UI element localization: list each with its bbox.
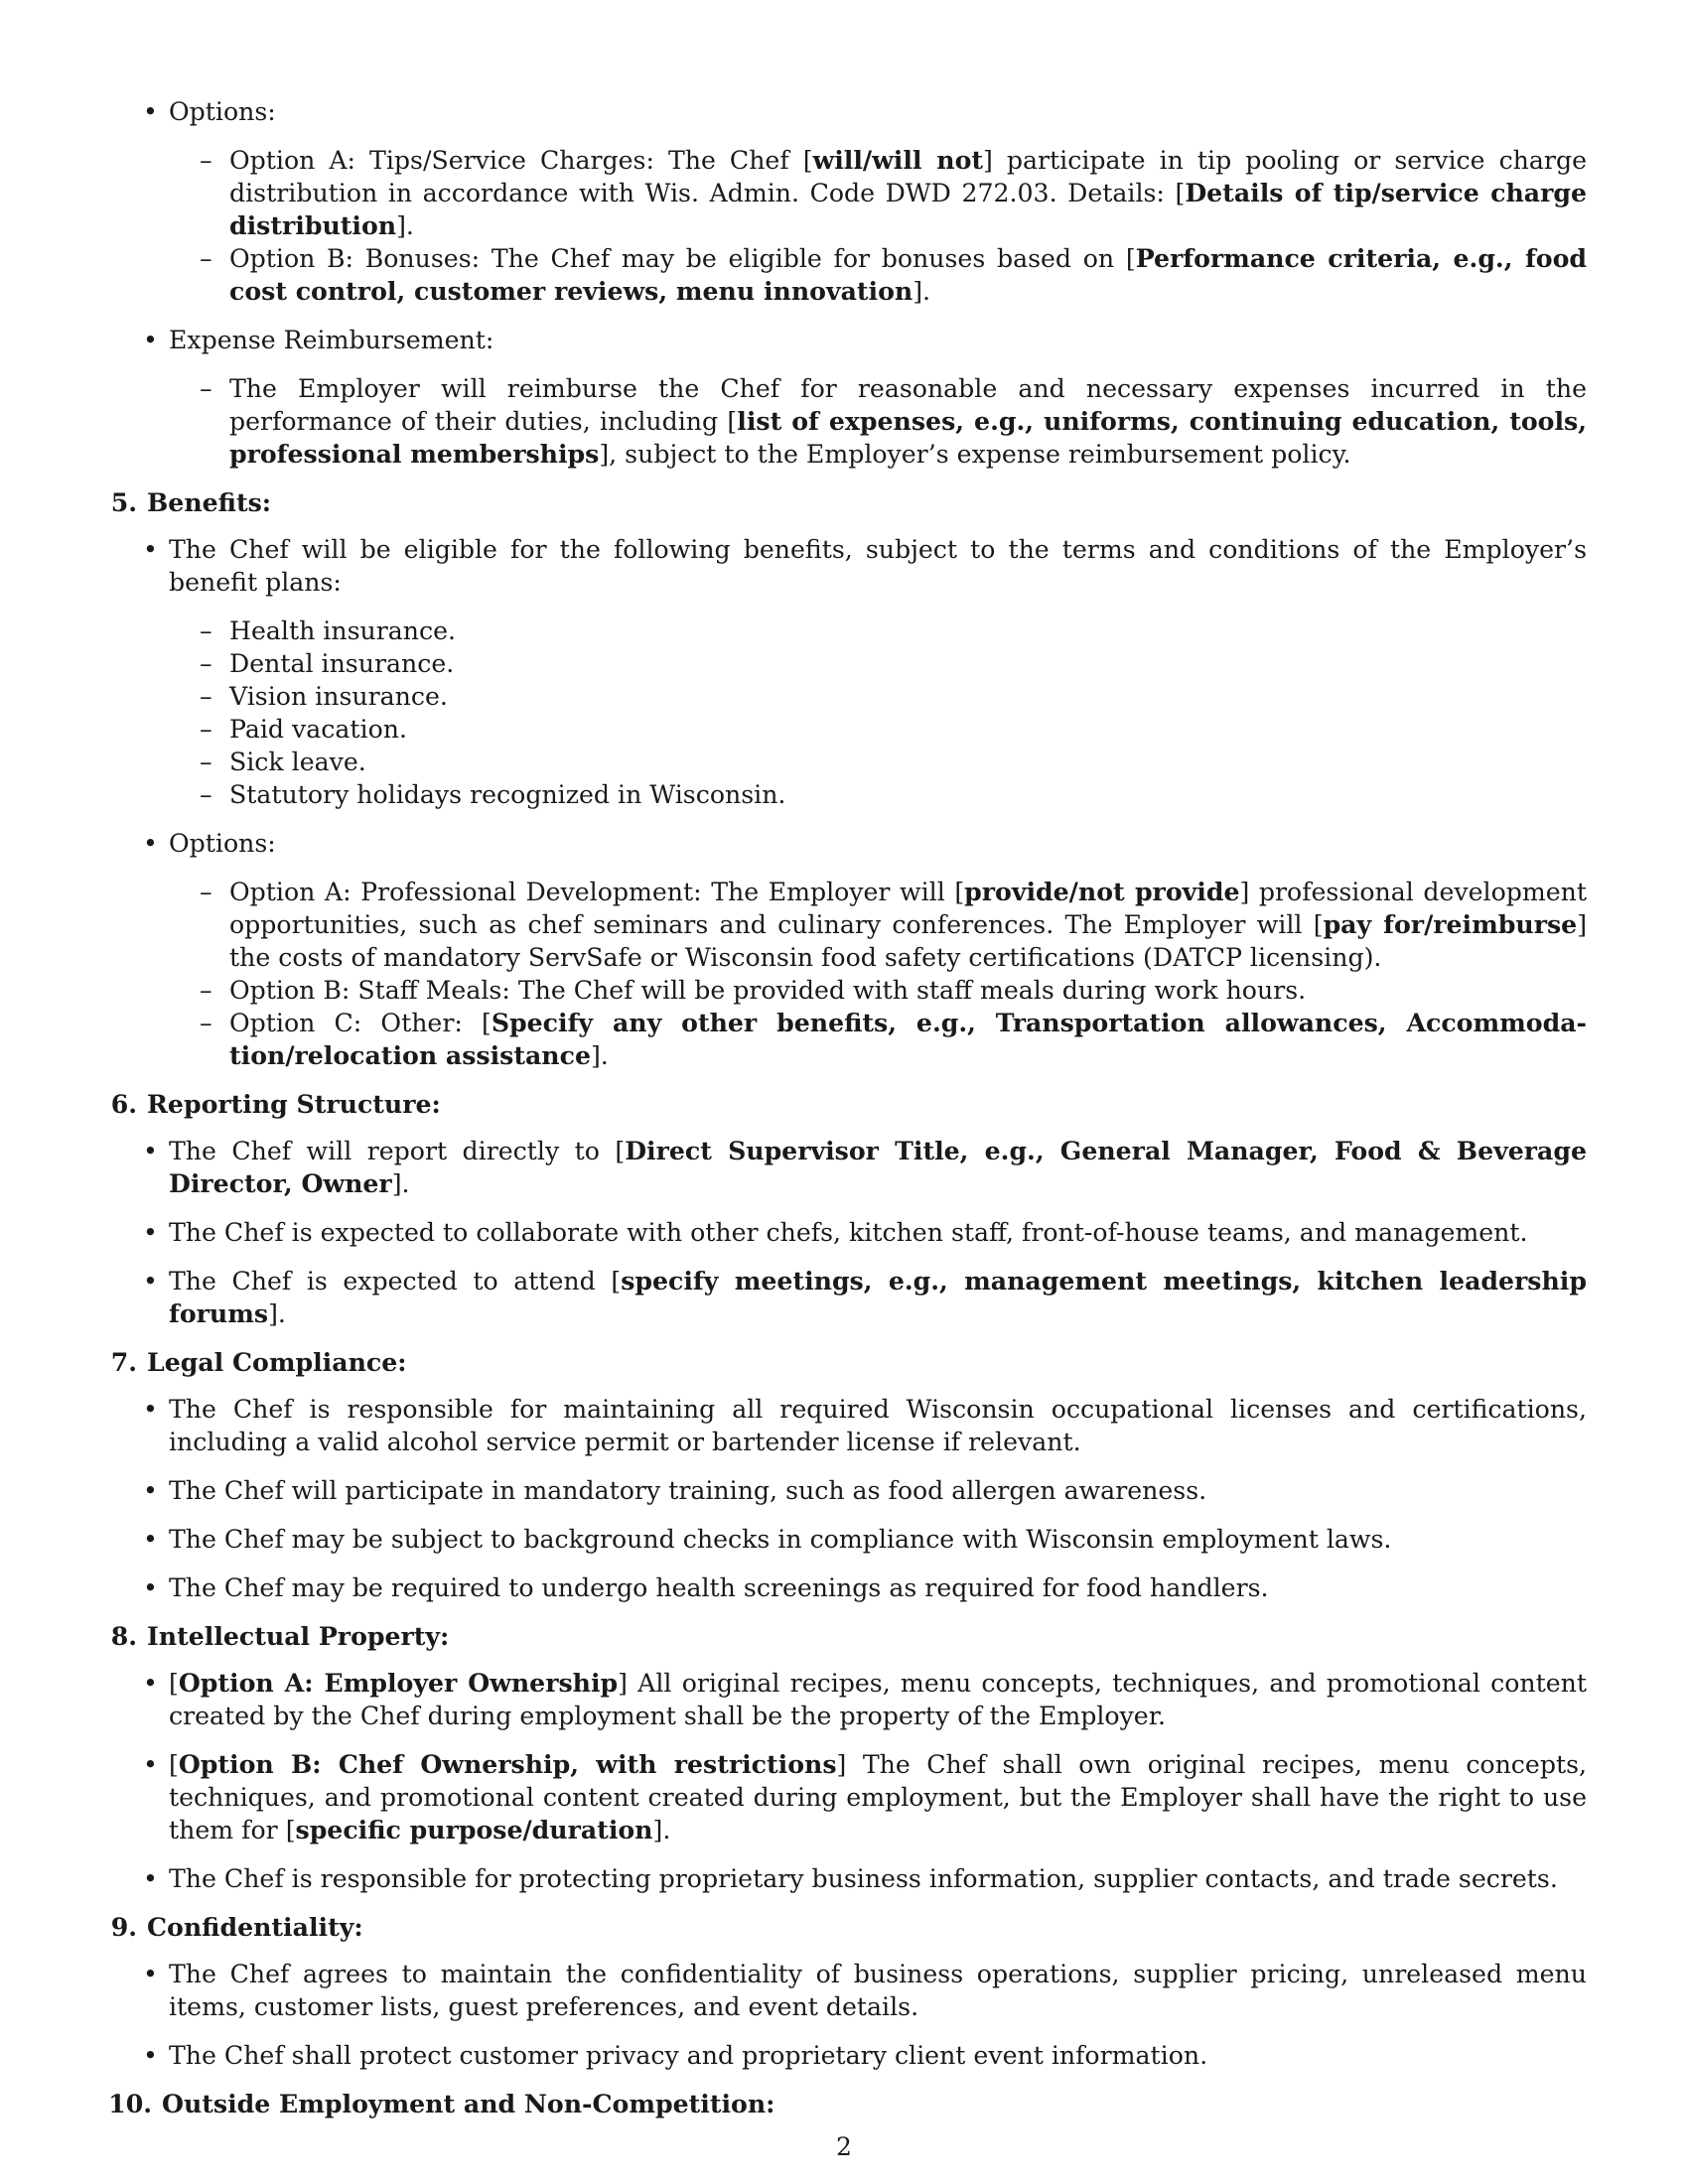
text-run: [ bbox=[1125, 244, 1136, 273]
text-run: Statutory holidays recognized in Wisconsin. bbox=[229, 780, 786, 809]
text-run: The Chef agrees to maintain the confidentiality of business operations, supplier pricing, unreleased menu items, customer lists, guest preferences, and event details. bbox=[169, 1960, 1587, 2021]
text-run: The Chef will report directly to bbox=[169, 1137, 616, 1165]
bold-placeholder: Option A: Employer Ownership bbox=[178, 1668, 619, 1698]
section-heading bbox=[97, 1346, 1587, 1379]
bullet-list bbox=[97, 1667, 1587, 1895]
text-run: ]. bbox=[913, 277, 931, 306]
text-run: ]. bbox=[268, 1299, 286, 1328]
text-run: The Chef will be eligible for the following benefits, subject to the terms and conditions of the Employer’s benefit plans: bbox=[169, 535, 1587, 597]
bullet-item bbox=[169, 1958, 1587, 2023]
section-title: Outside Employment and Non-Competition: bbox=[162, 2089, 775, 2118]
text-run: ]. bbox=[396, 211, 414, 240]
bullet-item bbox=[169, 1474, 1587, 1507]
text-run: ], subject to the Employer’s expense reimbursement policy. bbox=[599, 440, 1351, 469]
text-run: The Employer will reimburse the Chef for reasonable and necessary expenses incurred in the performance of their duties, including bbox=[229, 374, 1587, 436]
text-run: [ bbox=[802, 146, 813, 175]
text-run: [ bbox=[169, 1750, 179, 1779]
bullet-item bbox=[169, 1571, 1587, 1604]
bullet-item bbox=[169, 1393, 1587, 1458]
section bbox=[97, 2088, 1587, 2120]
section-title: Reporting Structure: bbox=[147, 1089, 441, 1119]
section-heading bbox=[97, 2088, 1587, 2120]
sub-item bbox=[229, 647, 1587, 680]
text-run: [ bbox=[615, 1137, 626, 1165]
sub-list bbox=[169, 614, 1587, 811]
text-run: Paid vacation. bbox=[229, 715, 407, 744]
sub-item bbox=[229, 746, 1587, 778]
section-number: 9. bbox=[110, 1912, 137, 1942]
bold-placeholder: pay for/reimburse bbox=[1323, 909, 1578, 939]
section-heading bbox=[97, 1911, 1587, 1944]
bullet-item bbox=[169, 1216, 1587, 1249]
section-heading bbox=[97, 1088, 1587, 1121]
text-run: The Chef may be required to undergo health screenings as required for food handlers. bbox=[169, 1573, 1269, 1602]
text-run: [ bbox=[727, 407, 738, 436]
text-run: [ bbox=[954, 878, 965, 906]
text-run: The Chef shall protect customer privacy and proprietary client event information. bbox=[169, 2041, 1208, 2070]
bold-placeholder: specify meetings, e.g., management meetings, kitchen leadership forums bbox=[169, 1266, 1587, 1328]
expense-sublist bbox=[169, 372, 1587, 471]
text-run: The Chef is responsible for maintaining all required Wisconsin occupational licenses and certifications, including a valid alcohol service permit or bartender license if relevant. bbox=[169, 1395, 1587, 1456]
sub-list bbox=[169, 876, 1587, 1072]
text-run: Option C: Other: bbox=[229, 1009, 483, 1037]
section-title: Legal Compliance: bbox=[147, 1347, 407, 1377]
text-run: The Chef is responsible for protecting proprietary business information, supplier contacts, and trade secrets. bbox=[169, 1864, 1558, 1893]
section bbox=[97, 1620, 1587, 1895]
text-run: ]. bbox=[652, 1816, 671, 1844]
options-bullet bbox=[169, 95, 1587, 308]
sub-item bbox=[229, 680, 1587, 713]
section-number: 5. bbox=[110, 487, 137, 517]
bold-placeholder: Option B: Chef Ownership, with restrictions bbox=[178, 1749, 837, 1779]
list-item bbox=[229, 372, 1587, 471]
section bbox=[97, 1088, 1587, 1330]
section-number: 7. bbox=[110, 1347, 137, 1377]
text-run: [ bbox=[1175, 179, 1186, 207]
text-run: ] the costs of mandatory ServSafe or Wisconsin food safety certifications (DATCP licensing). bbox=[229, 910, 1588, 972]
sections-container bbox=[97, 486, 1587, 2120]
sub-item bbox=[229, 974, 1587, 1007]
text-run: Vision insurance. bbox=[229, 682, 448, 711]
sub-item bbox=[229, 778, 1587, 811]
options-label: Options: bbox=[169, 97, 276, 126]
list-item bbox=[229, 144, 1587, 242]
bold-placeholder: Performance criteria, e.g., food cost control, customer reviews, menu innovation bbox=[229, 243, 1587, 306]
text-run: [ bbox=[169, 1669, 179, 1698]
bullet-item bbox=[169, 827, 1587, 1072]
bold-placeholder: list of expenses, e.g., uniforms, continuing education, tools, professional memberships bbox=[229, 406, 1587, 469]
bullet-list bbox=[97, 1958, 1587, 2072]
section-title: Confidentiality: bbox=[147, 1912, 363, 1942]
bullet-list bbox=[97, 1135, 1587, 1330]
options-sublist bbox=[169, 144, 1587, 308]
section-title: Intellectual Property: bbox=[147, 1621, 450, 1651]
text-run: The Chef is expected to attend bbox=[169, 1267, 612, 1296]
text-run: [ bbox=[482, 1009, 492, 1037]
bullet-item bbox=[169, 1265, 1587, 1330]
section bbox=[97, 486, 1587, 1072]
section-number: 8. bbox=[110, 1621, 137, 1651]
bullet-item bbox=[169, 2039, 1587, 2072]
expense-bullet bbox=[169, 324, 1587, 471]
section-heading bbox=[97, 486, 1587, 519]
text-run: Health insurance. bbox=[229, 616, 457, 645]
sub-item bbox=[229, 1007, 1587, 1072]
bullet-item bbox=[169, 1667, 1587, 1732]
section bbox=[97, 1346, 1587, 1604]
text-run: The Chef is expected to collaborate with other chefs, kitchen staff, front-of-house teams, and management. bbox=[169, 1218, 1528, 1247]
text-run: [ bbox=[285, 1816, 296, 1844]
bullet-list bbox=[97, 1393, 1587, 1604]
bullet-item bbox=[169, 1135, 1587, 1200]
text-run: ]. bbox=[590, 1041, 609, 1070]
bold-placeholder: specific purpose/duration bbox=[295, 1815, 653, 1844]
bold-placeholder: Details of tip/service charge distribution bbox=[229, 178, 1587, 240]
list-item bbox=[229, 242, 1587, 308]
text-run: The Chef will participate in mandatory training, such as food allergen awareness. bbox=[169, 1476, 1207, 1505]
text-run: ]. bbox=[391, 1169, 410, 1198]
bullet-list bbox=[97, 533, 1587, 1072]
section bbox=[97, 1911, 1587, 2072]
bullet-item bbox=[169, 1862, 1587, 1895]
bold-placeholder: will/will not bbox=[812, 145, 984, 175]
section-title: Benefits: bbox=[147, 487, 272, 517]
bullet-item bbox=[169, 1523, 1587, 1556]
text-run: ] participate in tip pooling or service charge distribution in accordance with Wis. Admin. Code DWD 272.03. Details: bbox=[229, 146, 1587, 207]
text-run: Sick leave. bbox=[229, 748, 366, 776]
sub-item bbox=[229, 614, 1587, 647]
document-page bbox=[97, 95, 1587, 2134]
text-run: [ bbox=[611, 1267, 622, 1296]
text-run: Dental insurance. bbox=[229, 649, 455, 678]
text-run: [ bbox=[1313, 910, 1324, 939]
section-number: 10. bbox=[108, 2089, 152, 2118]
bullet-item bbox=[169, 533, 1587, 811]
sub-item bbox=[229, 713, 1587, 746]
page-number: 2 bbox=[836, 2132, 852, 2161]
text-run: Option B: Bonuses: The Chef may be eligible for bonuses based on bbox=[229, 244, 1126, 273]
section-heading bbox=[97, 1620, 1587, 1653]
bold-placeholder: Specify any other benefits, e.g., Transportation allowances, Accommodation/relocation assistance bbox=[229, 1008, 1587, 1070]
text-run: Option B: Staff Meals: The Chef will be provided with staff meals during work hours. bbox=[229, 976, 1307, 1005]
text-run: ] The Chef shall own original recipes, menu concepts, techniques, and promotional content created during employment, but the Employer shall have the right to use them for bbox=[169, 1750, 1588, 1844]
bold-placeholder: provide/not provide bbox=[964, 877, 1240, 906]
text-run: Options: bbox=[169, 829, 276, 858]
top-list bbox=[97, 95, 1587, 471]
sub-item bbox=[229, 876, 1587, 974]
expense-label: Expense Reimbursement: bbox=[169, 326, 494, 354]
bold-placeholder: Direct Supervisor Title, e.g., General Manager, Food & Beverage Director, Owner bbox=[169, 1136, 1587, 1198]
bullet-item bbox=[169, 1748, 1587, 1846]
text-run: ] professional development opportunities, such as chef seminars and culinary conferences. The Employer will bbox=[229, 878, 1587, 939]
section-number: 6. bbox=[110, 1089, 137, 1119]
text-run: Option A: Tips/Service Charges: The Chef bbox=[229, 146, 803, 175]
text-run: Option A: Professional Development: The Employer will bbox=[229, 878, 955, 906]
text-run: ] All original recipes, menu concepts, techniques, and promotional content created by the Chef during employment shall be the property of the Employer. bbox=[169, 1669, 1587, 1730]
text-run: The Chef may be subject to background checks in compliance with Wisconsin employment laws. bbox=[169, 1525, 1392, 1554]
